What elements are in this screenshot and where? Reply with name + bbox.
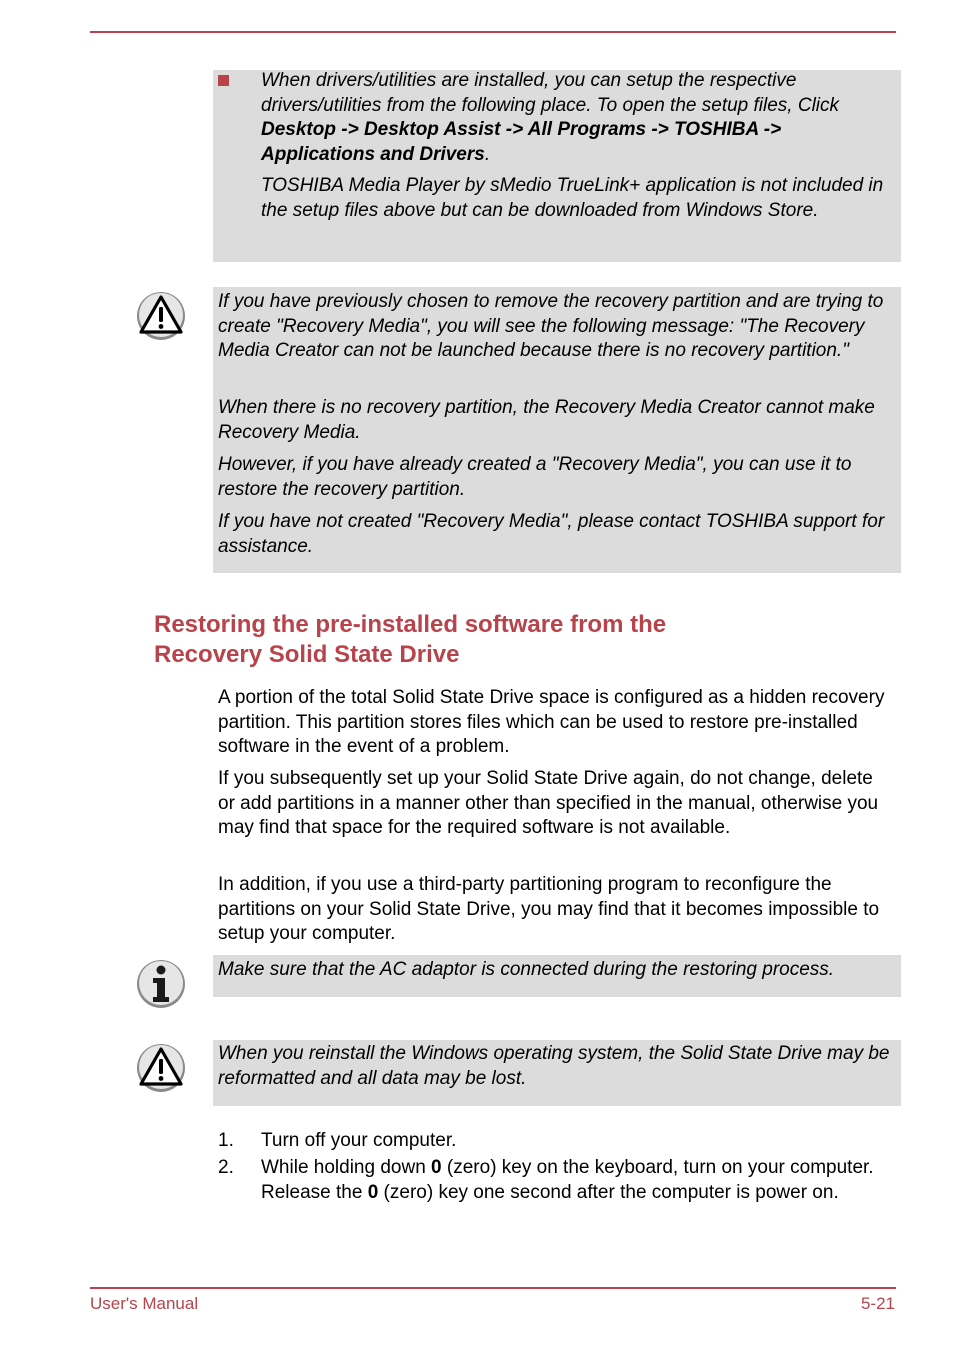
drivers-note-part1: When drivers/utilities are installed, you can setup the respective drivers/utilities from the following place. To open the setup files, Click	[261, 70, 840, 116]
step-number: 2.	[218, 1157, 234, 1178]
drivers-path: Desktop -> Desktop Assist -> All Programs -> TOSHIBA -> Applications and Drivers	[261, 119, 782, 165]
media-player-note: TOSHIBA Media Player by sMedio TrueLink+ application is not included in the setup files above but can be downloaded from Windows Store.	[261, 175, 884, 221]
warning1-para-1: If you have previously chosen to remove the recovery partition and are trying to create "Recovery Media", you will see the following message: "The Recovery Media Creator can not be launched because there is no recovery partition."	[218, 291, 884, 361]
warning1-para-4: If you have not created "Recovery Media", please contact TOSHIBA support for assistance.	[218, 511, 885, 557]
warning-triangle-icon	[136, 1043, 186, 1093]
heading-line-1: Restoring the pre-installed software from the	[154, 611, 667, 638]
header-rule	[90, 31, 896, 33]
footer-rule	[90, 1287, 896, 1289]
heading-line-2: Recovery Solid State Drive	[154, 641, 460, 668]
warning1-para-2: When there is no recovery partition, the Recovery Media Creator cannot make Recovery Media.	[218, 397, 875, 443]
step2-post: (zero) key one second after the computer is power on.	[378, 1181, 839, 1203]
reinstall-warning-text: When you reinstall the Windows operating system, the Solid State Drive may be reformatted and all data may be lost.	[218, 1043, 890, 1089]
bullet-square-icon	[218, 75, 229, 86]
footer-manual-title: User's Manual	[90, 1294, 199, 1313]
body-para-2: If you subsequently set up your Solid State Drive again, do not change, delete or add partitions in a manner other than specified in the manual, otherwise you may find that space for the required software is not available.	[218, 768, 879, 838]
drivers-note-box	[213, 70, 901, 262]
section-heading	[154, 610, 854, 670]
warning1-para-3: However, if you have already created a "Recovery Media", you can use it to restore the recovery partition.	[218, 454, 852, 500]
body-para-3: In addition, if you use a third-party partitioning program to reconfigure the partitions on your Solid State Drive, you may find that it becomes impossible to setup your computer.	[218, 874, 880, 944]
drivers-note-part2: .	[484, 143, 491, 165]
step2-pre: While holding down	[261, 1157, 432, 1178]
step-text: Turn off your computer.	[261, 1130, 457, 1151]
body-para-1: A portion of the total Solid State Drive space is configured as a hidden recovery partition. This partition stores files which can be used to restore pre-installed software in the event of a problem.	[218, 687, 885, 757]
step-number: 1.	[218, 1130, 234, 1151]
ac-adaptor-note-text: Make sure that the AC adaptor is connected during the restoring process.	[218, 959, 835, 980]
drivers-note-text	[261, 69, 889, 167]
recovery-warning-box	[213, 287, 901, 573]
ac-adaptor-note-box	[213, 955, 901, 997]
warning-triangle-icon	[136, 291, 186, 341]
info-icon	[136, 959, 186, 1009]
step-text	[261, 1156, 891, 1205]
zero-key: 0	[431, 1157, 442, 1178]
reinstall-warning-box	[213, 1040, 901, 1106]
zero-key: 0	[367, 1181, 379, 1203]
step2-mid: (zero) key on the keyboard, turn on your computer. Release the	[261, 1157, 874, 1203]
footer-page-number: 5-21	[860, 1294, 895, 1313]
